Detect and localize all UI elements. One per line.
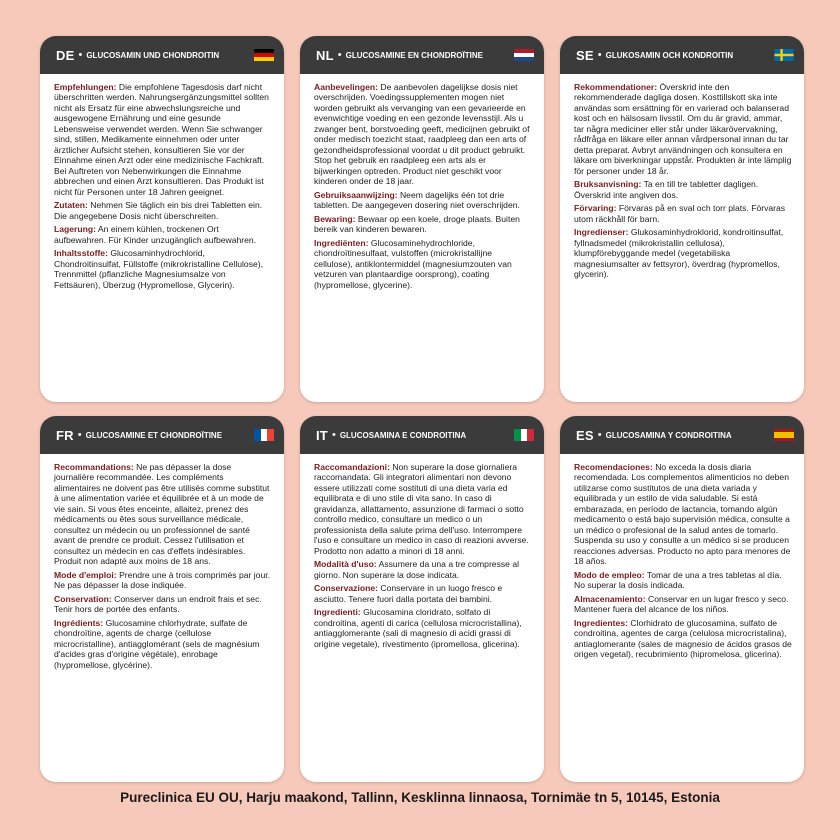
section-text: Glukosaminhydroklorid, kondroitinsulfat, fyllnadsmedel (mikrokristallin cellulosa), klumpförebyggande medel (vegetabiliska magnesiumsalter av fettsyror), överdrag (hypromellos, glycerin).	[574, 227, 784, 280]
section-label: Empfehlungen:	[54, 82, 117, 92]
italy-flag-icon	[514, 429, 534, 441]
language-code: ES	[576, 427, 594, 443]
section-label: Bruksanvisning:	[574, 179, 642, 190]
section-ingredients	[54, 618, 272, 670]
section-usage	[574, 570, 792, 591]
card-body	[300, 454, 544, 660]
france-flag-icon	[254, 429, 274, 441]
section-text: Ne pas dépasser la dose journalière recommandée. Les compléments alimentaires ne doivent pas être utilisés comme substitut à une alimentation variée et équilibrée et à un mode de vie sain. Si vous êtes enceinte, allaitez, prenez des médicaments ou êtes sous surveillance médicale, consultez un médecin ou un professionnel de santé avant de prendre ce produit. Cessez l'utilisation et consultez un médecin en cas d'effets indésirables. Produit non adapté aux moins de 18 ans.	[54, 462, 270, 567]
card-title: GLUCOSAMINA E CONDROITINA	[339, 430, 467, 440]
section-label: Ingredientes:	[574, 617, 628, 628]
section-text: Glucosamine chlorhydrate, sulfate de chondroïtine, agents de charge (cellulose microcristalline), antiagglomérant (sels de magnésium d'acides gras d'origine végétale), enrobage (hypromellose, glycérine).	[54, 617, 260, 670]
section-label: Conservation:	[54, 593, 112, 604]
section-label: Rekommendationer:	[574, 82, 658, 92]
section-usage	[54, 570, 272, 591]
section-label: Zutaten:	[54, 200, 88, 211]
section-ingredients	[314, 607, 532, 649]
germany-flag-icon	[254, 49, 274, 61]
section-label: Ingrediënten:	[314, 237, 369, 248]
section-storage	[574, 203, 792, 224]
section-text: Bewaar op een koele, droge plaats. Buiten bereik van kinderen bewaren.	[314, 213, 520, 235]
section-text: Assumere da una a tre compresse al giorno. Non superare la dose indicata.	[314, 559, 520, 580]
section-label: Modalità d'uso:	[314, 559, 377, 570]
card-title: GLUCOSAMINA Y CONDROITINA	[605, 430, 732, 440]
language-code: NL	[316, 47, 334, 63]
section-label: Inhaltsstoffe:	[54, 248, 108, 259]
section-label: Mode d'emploi:	[54, 569, 117, 580]
language-code: DE	[56, 47, 75, 63]
section-text: No exceda la dosis diaria recomendada. Los complementos alimenticios no deben utilizarse como sustitutos de una dieta variada y equilibrada y un estilo de vida saludable. Si está embarazada, en período de lactancia, tomando algún medicamento o está bajo supervisión médica, consulte a un médico o profesional de la salud antes de tomarlo. Suspenda su uso y consulte a un médico si se producen reacciones adversas. Producto no apto para menores de 18 años.	[574, 462, 791, 567]
section-text: Tomar de una a tres tabletas al día. No superar la dosis indicada.	[574, 569, 782, 591]
section-storage	[574, 594, 792, 615]
language-code: SE	[576, 47, 594, 63]
section-storage	[54, 224, 272, 245]
section-label: Recomendaciones:	[574, 462, 653, 472]
section-ingredients	[54, 248, 272, 290]
company-address-footer: Pureclinica EU OU, Harju maakond, Tallinn, Kesklinna linnaosa, Tornimäe tn 5, 10145, Estonia	[120, 790, 720, 805]
section-text: Förvaras på en sval och torr plats. Förvaras utom räckhåll för barn.	[574, 203, 786, 224]
section-label: Ingrédients:	[54, 617, 104, 628]
section-text: Die empfohlene Tagesdosis darf nicht überschritten werden. Nahrungsergänzungsmittel sollten nicht als Ersatz für eine abwechslungsreiche und ausgewogene Ernährung und eine gesunde Lebensweise verwendet werden. Wenn Sie schwanger sind, stillen, Medikamente einnehmen oder unter ärztlicher Aufsicht stehen, konsultieren Sie vor der Einnahme einen Arzt oder eine medizinische Fachkraft. Bei Auftreten von Nebenwirkungen die Einnahme abbrechen und einen Arzt konsultieren. Das Produkt ist nicht für Personen unter 18 Jahren geeignet.	[54, 82, 269, 197]
section-text: Nehmen Sie täglich ein bis drei Tabletten ein. Die angegebene Dosis nicht überschreiten.	[54, 200, 263, 221]
section-label: Ingredienti:	[314, 607, 361, 618]
section-text: Neem dagelijks één tot drie tabletten. De aangegeven dosering niet overschrijden.	[314, 189, 520, 211]
card-se	[560, 36, 804, 402]
card-body	[300, 74, 544, 301]
section-text: An einem kühlen, trockenen Ort aufbewahren. Für Kinder unzugänglich aufbewahren.	[54, 224, 257, 245]
section-label: Ingredienser:	[574, 227, 629, 238]
netherlands-flag-icon	[514, 49, 534, 61]
section-label: Recommandations:	[54, 462, 134, 472]
card-title: GLUCOSAMINE ET CHONDROÏTINE	[85, 430, 223, 440]
section-recommendations	[54, 82, 272, 197]
section-text: De aanbevolen dagelijkse dosis niet overschrijden. Voedingssupplementen mogen niet worden gebruikt als vervanging van een gevarieerde en evenwichtige voeding en een gezonde levensstijl. Als u zwanger bent, borstvoeding geeft, medicijnen gebruikt of onder medisch toezicht staat, raadpleeg dan een arts of gezondheidsprofessional voordat u dit product gebruikt. Stop het gebruik en raadpleeg een arts als er bijwerkingen optreden. Product niet geschikt voor kinderen onder de 18 jaar.	[314, 82, 530, 187]
section-storage	[314, 214, 532, 235]
card-title: GLUCOSAMIN UND CHONDROITIN	[86, 50, 220, 60]
card-header: ES • GLUCOSAMINA Y CONDROITINA	[560, 416, 804, 454]
section-label: Aanbevelingen:	[314, 82, 378, 92]
section-text: Glucosamina cloridrato, solfato di condroitina, agenti di carica (cellulosa microcristallina), antiagglomerante (sali di magnesio di acidi grassi di origine vegetale), rivestimento (ipromellosa, glicerina).	[314, 607, 522, 649]
section-label: Gebruiksaanwijzing:	[314, 189, 398, 200]
section-usage	[54, 200, 272, 221]
card-header: FR • GLUCOSAMINE ET CHONDROÏTINE	[40, 416, 284, 454]
card-body	[560, 74, 804, 291]
section-text: Prendre une à trois comprimés par jour. Ne pas dépasser la dose indiquée.	[54, 569, 271, 591]
card-body	[560, 454, 804, 671]
section-ingredients	[574, 227, 792, 279]
card-it	[300, 416, 544, 782]
card-title: GLUCOSAMINE EN CHONDROÏTINE	[345, 50, 483, 60]
card-header: NL • GLUCOSAMINE EN CHONDROÏTINE	[300, 36, 544, 74]
card-es	[560, 416, 804, 782]
section-text: Överskrid inte den rekommenderade dagliga dosen. Kosttillskott ska inte användas som ersättning för en varierad och balanserad kost och en hälsosam livsstil. Om du är gravid, ammar, tar några mediciner eller står under läkarövervakning, rådfråga en läkare eller annan vårdpersonal innan du tar detta preparat. Avbryt användningen och konsultera en läkare om biverkningar uppstår. Produkten är inte lämplig för personer under 18 år.	[574, 82, 792, 176]
card-header: SE • GLUKOSAMIN OCH KONDROITIN	[560, 36, 804, 74]
section-label: Raccomandazioni:	[314, 462, 390, 472]
section-text: Ta en till tre tabletter dagligen. Överskrid inte angiven dos.	[574, 179, 759, 200]
section-storage	[314, 583, 532, 604]
card-body	[40, 454, 284, 681]
section-recommendations	[314, 82, 532, 187]
section-recommendations	[54, 462, 272, 567]
card-body	[40, 74, 284, 301]
section-recommendations	[314, 462, 532, 556]
section-label: Almacenamiento:	[574, 593, 646, 604]
spain-flag-icon	[774, 429, 794, 441]
section-ingredients	[314, 238, 532, 290]
card-fr	[40, 416, 284, 782]
card-title: GLUKOSAMIN OCH KONDROITIN	[605, 50, 734, 60]
section-label: Lagerung:	[54, 224, 97, 235]
section-ingredients	[574, 618, 792, 660]
card-nl	[300, 36, 544, 402]
sweden-flag-icon	[774, 49, 794, 61]
language-code: IT	[316, 427, 328, 443]
section-label: Förvaring:	[574, 203, 617, 214]
section-label: Bewaring:	[314, 213, 356, 224]
section-text: Glucosaminehydrochloride, chondroïtinesulfaat, vulstoffen (microkristallijne cellulose), antiklontermiddel (magnesiumzouten van vetzuren van plantaardige oorsprong), coating (hypromellose, glycerine).	[314, 237, 512, 290]
section-recommendations	[574, 462, 792, 567]
section-usage	[574, 179, 792, 200]
section-text: Conserver dans un endroit frais et sec. Tenir hors de portée des enfants.	[54, 593, 262, 615]
section-usage	[314, 559, 532, 580]
language-card-grid	[40, 36, 804, 782]
section-text: Conservare in un luogo fresco e asciutto. Tenere fuori dalla portata dei bambini.	[314, 583, 503, 604]
section-label: Conservazione:	[314, 583, 378, 594]
section-recommendations	[574, 82, 792, 176]
card-header: IT • GLUCOSAMINA E CONDROITINA	[300, 416, 544, 454]
section-text: Conservar en un lugar fresco y seco. Mantener fuera del alcance de los niños.	[574, 593, 789, 615]
card-header: DE • GLUCOSAMIN UND CHONDROITIN	[40, 36, 284, 74]
section-storage	[54, 594, 272, 615]
language-code: FR	[56, 427, 74, 443]
card-de	[40, 36, 284, 402]
section-label: Modo de empleo:	[574, 569, 645, 580]
section-text: Glucosaminhydrochlorid, Chondroitinsulfat, Füllstoffe (mikrokristalline Cellulose), Trennmittel (pflanzliche Magnesiumsalze von Fettsäuren), Überzug (Hypromellose, Glycerin).	[54, 248, 264, 290]
section-text: Non superare la dose giornaliera raccomandata. Gli integratori alimentari non devono essere utilizzati come sostituti di una dieta varia ed equilibrata e di uno stile di vita sano. In caso di gravidanza, allattamento, assunzione di farmaci o sotto controllo medico, consultare un medico o un professionista della salute prima dell'uso. Interrompere l'uso e consultare un medico in caso di reazioni avverse. Prodotto non adatto a minori di 18 anni.	[314, 462, 529, 556]
section-usage	[314, 190, 532, 211]
section-text: Clorhidrato de glucosamina, sulfato de condroitina, agentes de carga (celulosa microcristalina), antiaglomerante (sales de magnesio de ácidos grasos de origen vegetal), recubrimiento (hipromelosa, glicerina).	[574, 617, 792, 660]
